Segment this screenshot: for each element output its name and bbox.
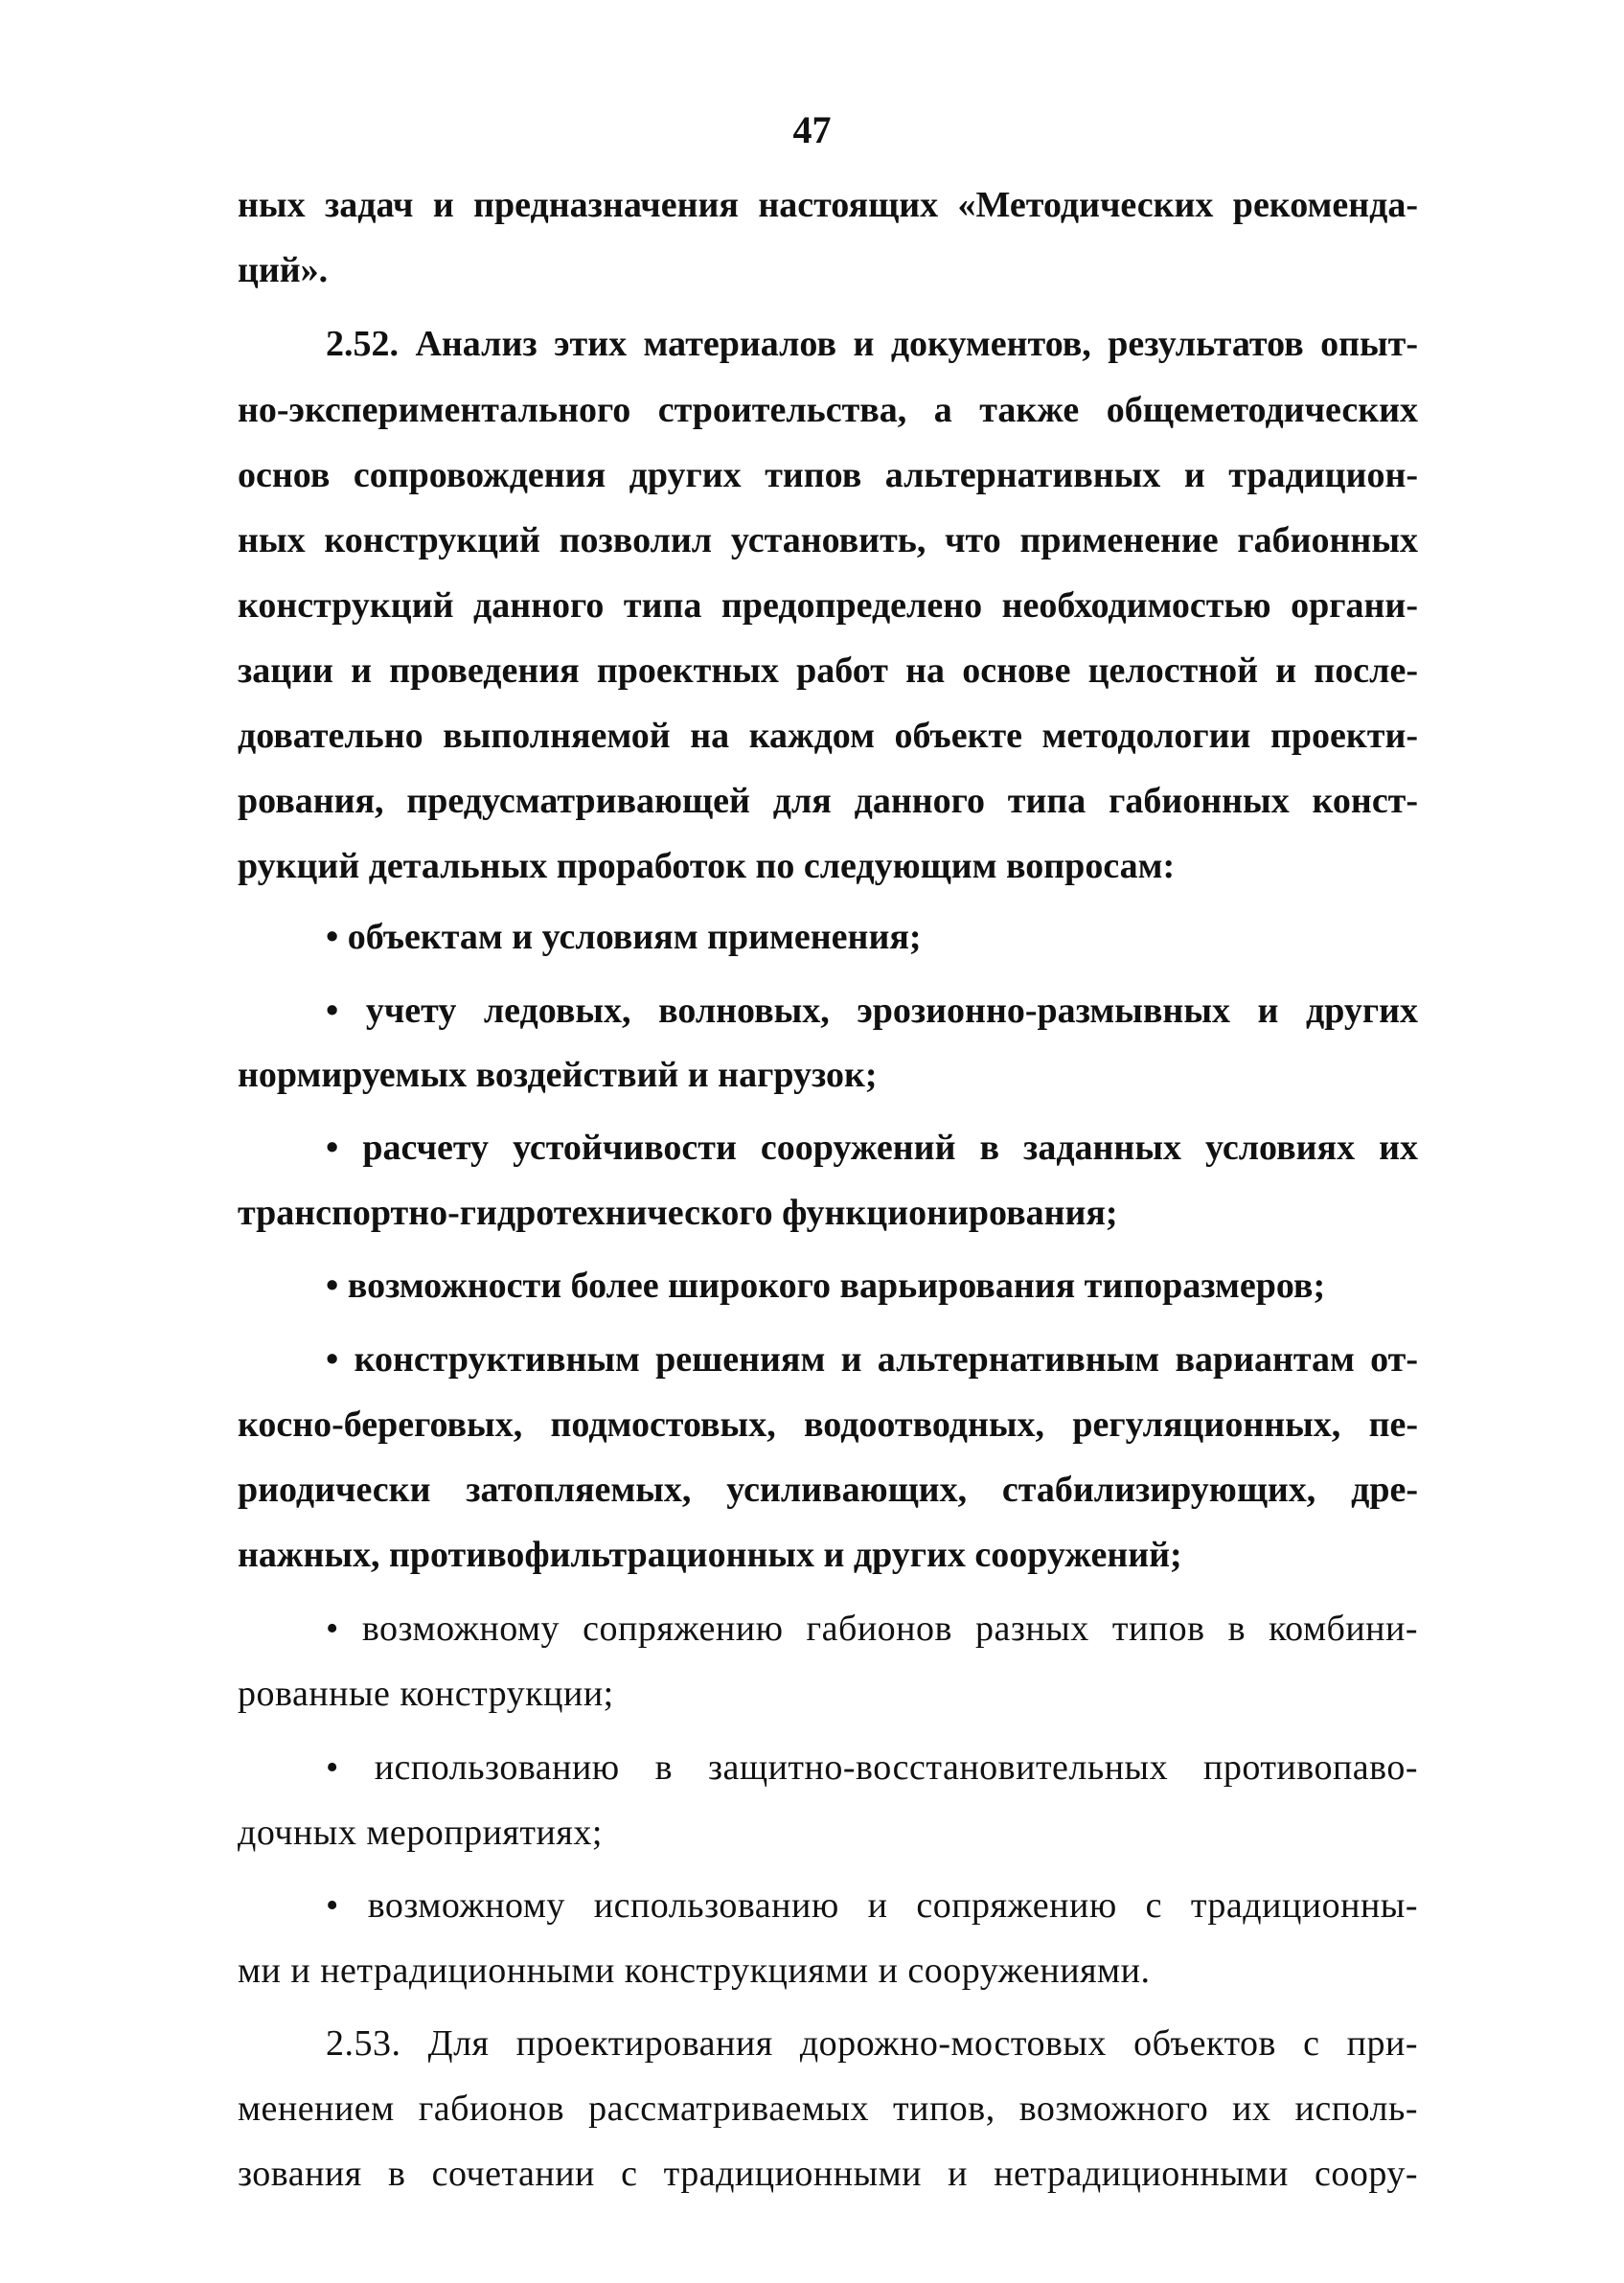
bullet-item: • возможному использованию и сопряжению с традиционны-	[326, 1885, 1418, 1926]
text-line: рованные конструкции;	[238, 1674, 614, 1714]
text-line: 2.52. Анализ этих материалов и документов, результатов опыт-	[326, 324, 1418, 364]
bullet-item: • возможности более широкого варьирования типоразмеров;	[326, 1266, 1326, 1306]
text-line: зации и проведения проектных работ на основе целостной и после-	[238, 651, 1418, 691]
bullet-item: • возможному сопряжению габионов разных типов в комбини-	[326, 1609, 1418, 1649]
text-line: риодически затопляемых, усиливающих, стабилизирующих, дре-	[238, 1470, 1418, 1510]
bullet-item: • конструктивным решениям и альтернативным вариантам от-	[326, 1339, 1418, 1380]
text-line: довательно выполняемой на каждом объекте методологии проекти-	[238, 716, 1418, 756]
text-line: основ сопровождения других типов альтернативных и традицион-	[238, 455, 1418, 495]
text-line: нажных, противофильтрационных и других сооружений;	[238, 1535, 1182, 1575]
text-line: ных конструкций позволил установить, что применение габионных	[238, 520, 1418, 560]
text-line: нормируемых воздействий и нагрузок;	[238, 1055, 878, 1095]
bullet-item: • объектам и условиям применения;	[326, 917, 922, 957]
bullet-item: • учету ледовых, волновых, эрозионно-размывных и других	[326, 991, 1418, 1031]
bullet-item: • расчету устойчивости сооружений в заданных условиях их	[326, 1128, 1418, 1168]
bullet-item: • использованию в защитно-восстановительных противопаво-	[326, 1747, 1418, 1788]
text-line: 2.53. Для проектирования дорожно-мостовых объектов с при-	[326, 2023, 1418, 2064]
text-line: но-экспериментального строительства, а также общеметодических	[238, 390, 1418, 430]
text-line: зования в сочетании с традиционными и нетрадиционными соору-	[238, 2154, 1418, 2194]
text-line: рования, предусматривающей для данного типа габионных конст-	[238, 781, 1418, 821]
text-line: ций».	[238, 250, 329, 290]
text-line: транспортно-гидротехнического функционирования;	[238, 1193, 1118, 1233]
text-line: дочных мероприятиях;	[238, 1813, 603, 1853]
text-line: косно-береговых, подмостовых, водоотводных, регуляционных, пе-	[238, 1404, 1418, 1445]
text-line: рукций детальных проработок по следующим вопросам:	[238, 846, 1176, 886]
text-line: ми и нетрадиционными конструкциями и сооружениями.	[238, 1951, 1151, 1991]
page-number: 47	[792, 108, 832, 151]
text-line: менением габионов рассматриваемых типов, возможного их исполь-	[238, 2089, 1418, 2129]
text-line: ных задач и предназначения настоящих «Методических рекоменда-	[238, 185, 1418, 225]
text-line: конструкций данного типа предопределено необходимостью органи-	[238, 585, 1418, 626]
